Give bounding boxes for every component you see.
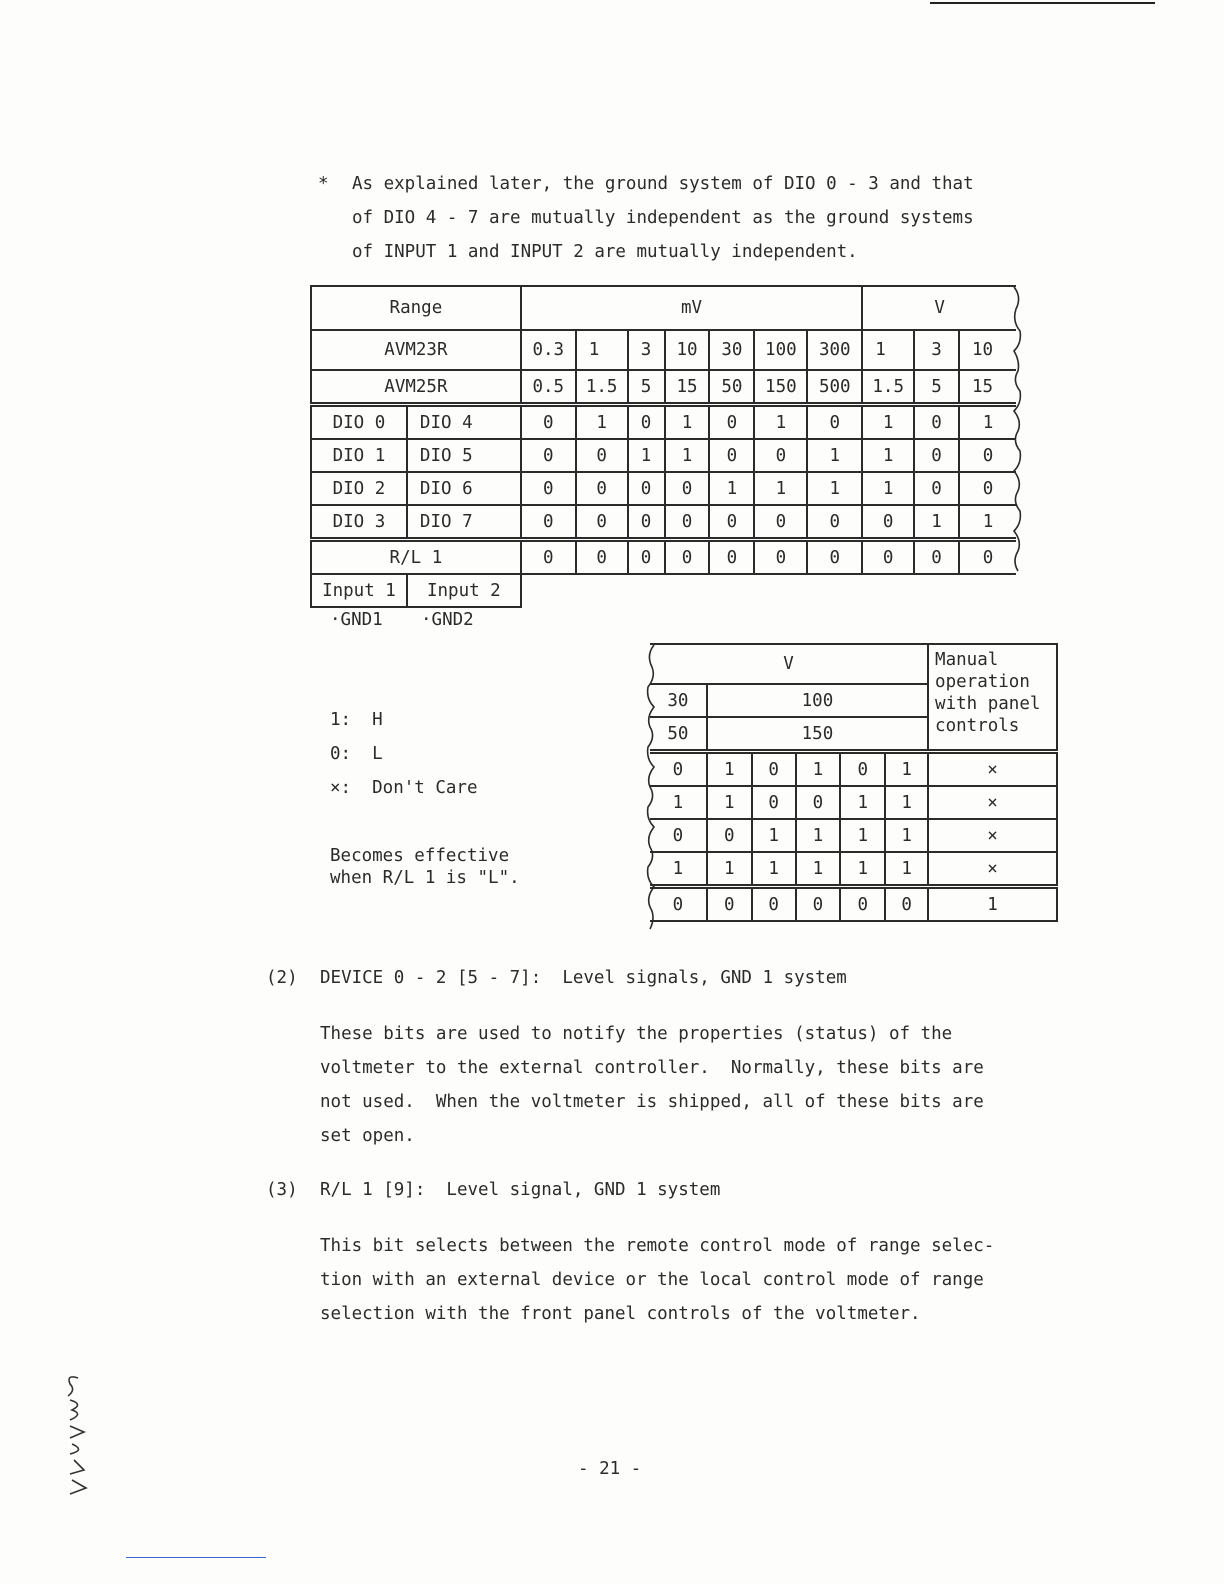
dio-cell: 1 — [959, 505, 1016, 540]
manual-cell: 0 — [707, 819, 752, 852]
avm23r-cell: 10 — [665, 330, 710, 370]
avm23r-cell: 1 — [862, 330, 914, 370]
manual-cell: 1 — [707, 786, 752, 819]
manual-cell: × — [928, 819, 1057, 852]
right-brace — [1010, 285, 1024, 575]
manual-cell: 1 — [796, 819, 841, 852]
avm25r-cell: 150 — [754, 370, 807, 405]
dio-cell: 1 — [959, 405, 1016, 440]
dio-cell: 1 — [862, 405, 914, 440]
section3-line-3: selection with the front panel controls of the voltmeter. — [320, 1304, 921, 1324]
dio-cell: 1 — [807, 439, 862, 472]
avm23r-cell: 10 — [959, 330, 1016, 370]
input2-label: Input 2 — [407, 574, 521, 607]
handwritten-margin-mark — [58, 1370, 98, 1500]
section2-line-1: These bits are used to notify the properties (status) of the — [320, 1024, 953, 1044]
gnd2-label: ·GND2 — [421, 610, 474, 630]
dio-a-label: DIO 2 — [311, 472, 407, 505]
manual-cell: 1 — [752, 819, 796, 852]
dio-cell: 0 — [914, 439, 959, 472]
section3-line-1: This bit selects between the remote control mode of range selec- — [320, 1236, 995, 1256]
dio-cell: 0 — [521, 472, 576, 505]
avm25r-cell: 50 — [709, 370, 754, 405]
section2-heading: DEVICE 0 - 2 [5 - 7]: Level signals, GND 1 system — [320, 968, 847, 988]
avm23r-cell: 3 — [914, 330, 959, 370]
dio-cell: 0 — [754, 439, 807, 472]
avm25r-cell: 1.5 — [576, 370, 628, 405]
rl-label: R/L 1 — [311, 540, 521, 575]
dio-b-label: DIO 4 — [407, 405, 521, 440]
manual-cell: 1 — [840, 786, 885, 819]
dio-cell: 0 — [959, 439, 1016, 472]
dio-b-label: DIO 5 — [407, 439, 521, 472]
dio-cell: 1 — [665, 439, 710, 472]
avm23r-cell: 0.3 — [521, 330, 576, 370]
dio-cell: 1 — [754, 405, 807, 440]
dio-cell: 0 — [914, 405, 959, 440]
dio-cell: 0 — [628, 505, 665, 540]
manual-cell: 1 — [650, 786, 707, 819]
avm23r-label: AVM23R — [311, 330, 521, 370]
dio-cell: 0 — [576, 472, 628, 505]
avm25r-cell: 500 — [807, 370, 862, 405]
mv-header: mV — [521, 286, 862, 330]
manual-cell: × — [928, 752, 1057, 787]
manual-r1-a: 30 — [650, 684, 707, 717]
dio-cell: 0 — [807, 405, 862, 440]
avm23r-cell: 100 — [754, 330, 807, 370]
top-edge-line — [930, 2, 1155, 4]
dio-cell: 1 — [862, 439, 914, 472]
avm25r-label: AVM25R — [311, 370, 521, 405]
section2-line-4: set open. — [320, 1126, 415, 1146]
dio-cell: 0 — [576, 505, 628, 540]
dio-cell: 0 — [914, 472, 959, 505]
manual-cell: 1 — [840, 819, 885, 852]
manual-cell: 1 — [885, 819, 928, 852]
avm25r-cell: 15 — [959, 370, 1016, 405]
manual-cell: 1 — [885, 852, 928, 887]
manual-cell: 1 — [796, 852, 841, 887]
manual-cell: 1 — [885, 752, 928, 787]
dio-cell: 1 — [709, 472, 754, 505]
section2-number: (2) — [266, 968, 298, 988]
manual-cell: 0 — [840, 752, 885, 787]
manual-cell: 0 — [840, 887, 885, 922]
dio-cell: 1 — [807, 472, 862, 505]
effective-line-2: when R/L 1 is "L". — [330, 868, 520, 888]
dio-cell: 0 — [628, 405, 665, 440]
rl-cell: 0 — [914, 540, 959, 575]
section2-line-2: voltmeter to the external controller. Normally, these bits are — [320, 1058, 984, 1078]
dio-a-label: DIO 0 — [311, 405, 407, 440]
manual-cell: 0 — [707, 887, 752, 922]
rl-cell: 0 — [576, 540, 628, 575]
effective-line-1: Becomes effective — [330, 846, 510, 866]
dio-cell: 0 — [959, 472, 1016, 505]
manual-cell: × — [928, 786, 1057, 819]
section3-heading: R/L 1 [9]: Level signal, GND 1 system — [320, 1180, 721, 1200]
manual-cell: 0 — [650, 752, 707, 787]
dio-b-label: DIO 6 — [407, 472, 521, 505]
manual-cell: 0 — [885, 887, 928, 922]
dio-cell: 0 — [709, 405, 754, 440]
legend-x: ×: Don't Care — [330, 778, 478, 798]
avm23r-cell: 300 — [807, 330, 862, 370]
manual-cell: 1 — [885, 786, 928, 819]
note-line-2: of DIO 4 - 7 are mutually independent as the ground systems — [352, 208, 974, 228]
dio-cell: 0 — [521, 439, 576, 472]
v-header: V — [862, 286, 1016, 330]
note-line-3: of INPUT 1 and INPUT 2 are mutually independent. — [352, 242, 858, 262]
avm23r-cell: 3 — [628, 330, 665, 370]
input1-label: Input 1 — [311, 574, 407, 607]
gnd1-label: ·GND1 — [330, 610, 383, 630]
dio-cell: 1 — [665, 405, 710, 440]
dio-a-label: DIO 1 — [311, 439, 407, 472]
dio-cell: 0 — [628, 472, 665, 505]
rl-cell: 0 — [754, 540, 807, 575]
avm25r-cell: 15 — [665, 370, 710, 405]
section3-number: (3) — [266, 1180, 298, 1200]
dio-cell: 0 — [709, 439, 754, 472]
legend-l: 0: L — [330, 744, 383, 764]
rl-cell: 0 — [807, 540, 862, 575]
note-star: * — [318, 174, 329, 194]
range-header: Range — [311, 286, 521, 330]
manual-cell: 0 — [650, 819, 707, 852]
rl-cell: 0 — [665, 540, 710, 575]
rl-cell: 0 — [862, 540, 914, 575]
manual-cell: 0 — [796, 786, 841, 819]
range-table — [310, 285, 1016, 608]
manual-v-header: V — [650, 644, 928, 684]
manual-cell: 1 — [796, 752, 841, 787]
manual-cell: 0 — [752, 887, 796, 922]
dio-cell: 0 — [754, 505, 807, 540]
manual-cell: 1 — [707, 752, 752, 787]
manual-op-header: Manual operation with panel controls — [928, 644, 1057, 752]
dio-cell: 0 — [709, 505, 754, 540]
section2-line-3: not used. When the voltmeter is shipped, all of these bits are — [320, 1092, 984, 1112]
dio-cell: 1 — [914, 505, 959, 540]
dio-cell: 1 — [628, 439, 665, 472]
rl-cell: 0 — [521, 540, 576, 575]
legend-h: 1: H — [330, 710, 383, 730]
manual-cell: 0 — [752, 786, 796, 819]
dio-cell: 0 — [807, 505, 862, 540]
manual-cell: 0 — [650, 887, 707, 922]
manual-cell: × — [928, 852, 1057, 887]
dio-cell: 0 — [862, 505, 914, 540]
note-line-1: As explained later, the ground system of DIO 0 - 3 and that — [352, 174, 974, 194]
section3-line-2: tion with an external device or the local control mode of range — [320, 1270, 984, 1290]
dio-cell: 1 — [754, 472, 807, 505]
dio-cell: 0 — [521, 405, 576, 440]
dio-a-label: DIO 3 — [311, 505, 407, 540]
left-brace — [644, 643, 658, 931]
manual-table — [650, 643, 1058, 922]
avm25r-cell: 5 — [628, 370, 665, 405]
manual-cell: 1 — [840, 852, 885, 887]
dio-cell: 0 — [665, 505, 710, 540]
avm25r-cell: 1.5 — [862, 370, 914, 405]
manual-cell: 1 — [650, 852, 707, 887]
dio-cell: 0 — [665, 472, 710, 505]
bottom-blue-line — [126, 1557, 266, 1558]
manual-r2-a: 50 — [650, 717, 707, 752]
dio-cell: 1 — [862, 472, 914, 505]
page-number: - 21 - — [578, 1459, 642, 1479]
dio-cell: 1 — [576, 405, 628, 440]
manual-r2-b: 150 — [707, 717, 928, 752]
dio-b-label: DIO 7 — [407, 505, 521, 540]
manual-r1-b: 100 — [707, 684, 928, 717]
manual-cell: 1 — [928, 887, 1057, 922]
avm25r-cell: 5 — [914, 370, 959, 405]
avm23r-cell: 1 — [576, 330, 628, 370]
manual-cell: 0 — [752, 752, 796, 787]
manual-cell: 0 — [796, 887, 841, 922]
manual-cell: 1 — [752, 852, 796, 887]
dio-cell: 0 — [521, 505, 576, 540]
manual-cell: 1 — [707, 852, 752, 887]
avm25r-cell: 0.5 — [521, 370, 576, 405]
rl-cell: 0 — [959, 540, 1016, 575]
dio-cell: 0 — [576, 439, 628, 472]
rl-cell: 0 — [709, 540, 754, 575]
avm23r-cell: 30 — [709, 330, 754, 370]
rl-cell: 0 — [628, 540, 665, 575]
